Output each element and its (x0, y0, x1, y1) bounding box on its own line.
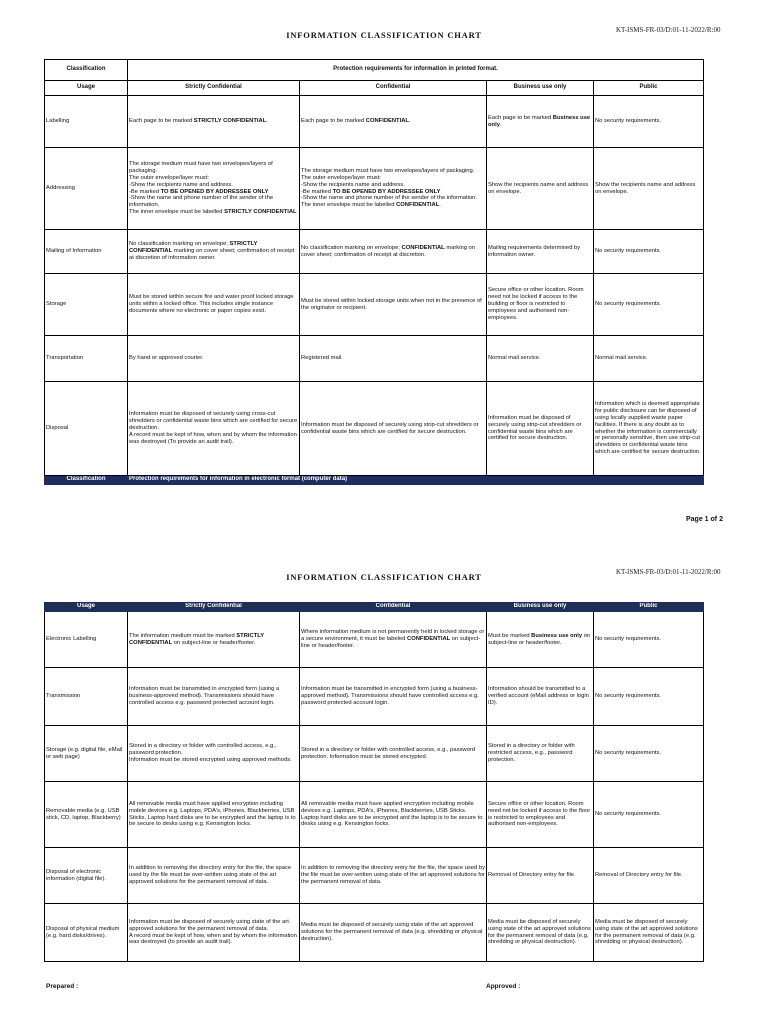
strictly-confidential-cell (128, 96, 300, 148)
public-cell (594, 612, 704, 668)
table-row (45, 382, 704, 476)
strictly-confidential-cell (128, 148, 300, 230)
cell-text: . (439, 202, 441, 209)
cell-text: Information must be disposed of securely using strip-cut shredders or confidential waste bins which are certified for secure destruction. (488, 414, 582, 442)
cell-text: Registered mail. (301, 355, 343, 362)
strictly-confidential-cell (128, 382, 300, 476)
cell-text: Mailing requirements determined by information owner. (488, 244, 581, 258)
cell-text: No security requirements. (595, 248, 662, 255)
public-cell (594, 382, 704, 476)
electronic-format-table (44, 602, 704, 962)
cell-text: No security requirements. (595, 301, 662, 308)
cell-text: No security requirements. (595, 118, 662, 125)
column-header-usage: Usage (45, 81, 128, 96)
business-use-only-cell (487, 336, 594, 382)
business-use-only-cell (487, 274, 594, 336)
page-title: INFORMATION CLASSIFICATION CHART (286, 30, 482, 40)
cell-text: Removal of Directory entry for file. (595, 872, 683, 879)
confidential-cell (300, 782, 487, 848)
cell-text: Information must be disposed of securely using cross-cut shredders or confidential waste bins which are certified for secure destruction. A record must be kept of how, when and by whom the information was destroyed (To provide an audit trail). (129, 411, 298, 445)
cell-text: Secure office or other location. Room need not be locked if access to the floor is restricted to employees and authorised non-employees. (488, 800, 591, 828)
public-cell (594, 148, 704, 230)
business-use-only-cell (487, 382, 594, 476)
cell-text: Information must be transmitted in encrypted form (using a business-approved method). Transmissions should have controlled access e.g. password protected account login. (301, 686, 479, 706)
table-row (45, 782, 704, 848)
cell-text: Must be stored within locked storage units when not in the presence of the originator or recipient. (301, 297, 482, 311)
bold-text: STRICTLY CONFIDENTIAL (193, 118, 267, 125)
cell-text: Show the recipients name and address on envelope. (595, 181, 696, 195)
cell-text: No classification marking on envelope; (301, 244, 402, 251)
cell-text: -Show the name and phone number of the sender of the information. The inner envelope must be labelled (129, 195, 274, 216)
business-use-only-cell (487, 148, 594, 230)
cell-text: Each page to be marked (488, 114, 553, 121)
cell-text: Normal mail service. (595, 355, 648, 362)
strictly-confidential-cell (128, 612, 300, 668)
bold-text: STRICTLY CONFIDENTIAL (129, 241, 258, 255)
usage-cell: Mailing of Information (45, 230, 128, 274)
business-use-only-cell (487, 668, 594, 726)
confidential-cell (300, 848, 487, 904)
cell-text: No security requirements. (595, 750, 662, 757)
approved-by-label: Approved : (486, 983, 521, 990)
cell-text: No security requirements. (595, 693, 662, 700)
public-cell (594, 904, 704, 962)
usage-cell: Transportation (45, 336, 128, 382)
public-cell (594, 230, 704, 274)
usage-cell: Electronic Labelling (45, 612, 128, 668)
confidential-cell (300, 382, 487, 476)
bold-text: TO BE OPENED BY ADDRESSEE ONLY (160, 188, 269, 195)
cell-text: In addition to removing the directory entry for the file, the space used by the file must be over-written using state of the art approved solutions for the permanent removal of data. (301, 865, 485, 885)
public-cell (594, 668, 704, 726)
cell-text: Normal mail service. (488, 355, 541, 362)
strictly-confidential-cell (128, 336, 300, 382)
bold-text: STRICTLY CONFIDENTIAL (129, 632, 264, 646)
cell-text: Media must be disposed of securely using state of the art approved solutions for the permanent removal of data (e.g. shredding or physical destruction). (595, 918, 698, 946)
confidential-cell (300, 96, 487, 148)
cell-text: on subject-line or header/footer. (301, 636, 481, 649)
classification-header: Classification (45, 60, 128, 81)
page-number: Page 1 of 2 (686, 516, 723, 523)
confidential-cell (300, 904, 487, 962)
business-use-only-cell (487, 904, 594, 962)
strictly-confidential-cell (128, 230, 300, 274)
business-use-only-cell (487, 96, 594, 148)
table-row (45, 230, 704, 274)
page-title: INFORMATION CLASSIFICATION CHART (286, 572, 482, 582)
cell-text: The storage medium must have two envelopes/layers of packaging. The outer envelope/layer must: -Show the recipients name and address. -Be marked (301, 167, 475, 195)
confidential-cell (300, 336, 487, 382)
table-row (45, 148, 704, 230)
table-row (45, 668, 704, 726)
usage-cell: Removable media (e.g. USB stick, CD, laptop, Blackberry) (45, 782, 128, 848)
cell-text: on subject-line or header/footer. (488, 632, 591, 646)
printed-requirements-header: Protection requirements for information in printed format. (128, 60, 704, 81)
column-header-confidential: Confidential (300, 81, 487, 96)
document-reference: KT-ISMS-FR-03/D:01-11-2022/R:00 (616, 568, 721, 576)
cell-text: . (266, 118, 268, 125)
bold-text: TO BE OPENED BY ADDRESSEE ONLY (332, 188, 441, 195)
cell-text: By hand or approved courier. (129, 355, 204, 362)
column-header-strictly-confidential: Strictly Confidential (128, 81, 300, 96)
cell-text: No classification marking on envelope; (129, 241, 230, 248)
business-use-only-cell (487, 782, 594, 848)
cell-text: on subject-line or header/footer. (172, 639, 256, 646)
column-header-business-use-only: Business use only (487, 603, 594, 612)
confidential-cell (300, 230, 487, 274)
public-cell (594, 782, 704, 848)
usage-cell: Disposal (45, 382, 128, 476)
cell-text: All removable media must have applied encryption including mobile devices e.g. Laptops, PDA's, iPhones, Blackberries, USB Sticks. Laptop hard disks are to be encrypted and the laptop is to be secure to desks using e.g. Kensington locks. (129, 800, 296, 828)
cell-text: Stored in a directory or folder with controlled access, e.g., password protection. Information must be stored encrypted using approved methods. (129, 743, 292, 763)
confidential-cell (300, 726, 487, 782)
prepared-by-label: Prepared : (46, 983, 79, 990)
bold-text: Business use only (531, 632, 583, 639)
column-header-public: Public (594, 81, 704, 96)
cell-text: All removable media must have applied encryption including mobile devices e.g. Laptops, PDA's, iPhones, Blackberries, USB Sticks. Laptop hard disks are to be encrypted and the laptop is to be secure to desks using e.g. Kensington locks. (301, 800, 483, 828)
public-cell (594, 96, 704, 148)
usage-cell: Disposal of physical medium (e.g. hard disks/drives). (45, 904, 128, 962)
column-header-strictly-confidential: Strictly Confidential (128, 603, 300, 612)
cell-text: No security requirements. (595, 811, 662, 818)
column-header-usage: Usage (45, 603, 128, 612)
confidential-cell (300, 668, 487, 726)
electronic-classification-header: Classification (45, 476, 128, 485)
cell-text: Information should be transmitted to a verified account (eMail address or login ID). (488, 686, 589, 706)
bold-text: STRICTLY CONFIDENTIAL (224, 209, 297, 216)
cell-text: Information must be disposed of securely using state of the art approved solutions for the permanent removal of data. A record must be kept of how, when and by whom the information was destroyed (to provide an audit trail). (129, 918, 297, 946)
usage-cell: Disposal of electronic information (digital file). (45, 848, 128, 904)
strictly-confidential-cell (128, 782, 300, 848)
public-cell (594, 848, 704, 904)
table-row (45, 274, 704, 336)
business-use-only-cell (487, 612, 594, 668)
cell-text: Each page to be marked (301, 118, 366, 125)
printed-format-table (44, 59, 704, 485)
column-header-confidential: Confidential (300, 603, 487, 612)
strictly-confidential-cell (128, 274, 300, 336)
table-row (45, 96, 704, 148)
cell-text: The storage medium must have two envelopes/layers of packaging. The outer envelope/layer must: -Show the recipients name and address. -Be marked (129, 160, 273, 195)
document-reference: KT-ISMS-FR-03/D:01-11-2022/R:00 (616, 26, 721, 34)
usage-cell: Labelling (45, 96, 128, 148)
cell-text: Must be stored within secure fire and water proof locked storage units within a locked office. This includes single instance documents where no electronic or paper copies exist. (129, 294, 294, 314)
cell-text: Information must be transmitted in encrypted form (using a business-approved method). Transmissions should have controlled access e.g. password protected account login. (129, 686, 280, 706)
bold-text: CONFIDENTIAL (407, 636, 451, 643)
strictly-confidential-cell (128, 904, 300, 962)
cell-text: Secure office or other location. Room need not be locked if access to the building or floor is restricted to employees and authorised non-employees. (488, 287, 584, 321)
table-row (45, 726, 704, 782)
usage-cell: Transmission (45, 668, 128, 726)
business-use-only-cell (487, 848, 594, 904)
cell-text: Stored in a directory or folder with restricted access, e.g., password protection. (488, 743, 575, 763)
column-header-public: Public (594, 603, 704, 612)
cell-text: Information must be disposed of securely using strip-cut shredders or confidential waste bins which are certified for secure destruction. (301, 421, 479, 435)
usage-cell: Addressing (45, 148, 128, 230)
confidential-cell (300, 148, 487, 230)
bold-text: CONFIDENTIAL (401, 244, 445, 251)
strictly-confidential-cell (128, 668, 300, 726)
strictly-confidential-cell (128, 726, 300, 782)
confidential-cell (300, 612, 487, 668)
electronic-requirements-header: Protection requirements for information in electronic format (computer data) (128, 476, 704, 485)
cell-text: . (408, 118, 411, 125)
cell-text: Information which is deemed appropriate for public disclosure can be disposed of using locally supplied waste paper facilities. If there is any doubt as to whether the information is commercially or personally sensitive, then use strip-cut shredders or confidential waste bins which are certified for secure destruction. (595, 400, 701, 456)
public-cell (594, 336, 704, 382)
column-header-business-use-only: Business use only (487, 81, 594, 96)
table-row (45, 848, 704, 904)
table-row (45, 612, 704, 668)
table-row (45, 336, 704, 382)
cell-text: Must be marked (488, 632, 532, 639)
usage-cell: Storage (45, 274, 128, 336)
business-use-only-cell (487, 230, 594, 274)
public-cell (594, 274, 704, 336)
table-row (45, 904, 704, 962)
usage-cell: Storage (e.g. digital file, eMail or web page) (45, 726, 128, 782)
cell-text: Media must be disposed of securely using state of the art approved solutions for the permanent removal of data (e.g. shredding or physical destruction). (301, 922, 483, 942)
cell-text: marking on cover sheet; confirmation of receipt at discretion. (301, 244, 475, 258)
cell-text: . (499, 121, 502, 128)
cell-text: Media must be disposed of securely using state of the art approved solutions for the permanent removal of data (e.g. shredding or physical destruction). (488, 918, 591, 946)
cell-text: Show the recipients name and address on envelope. (488, 181, 589, 195)
confidential-cell (300, 274, 487, 336)
cell-text: In addition to removing the directory entry for the file, the space used by the file must be over-written using state of the art approved solutions for the permanent removal of data. (129, 865, 292, 885)
cell-text: Removal of Directory entry for file. (488, 872, 576, 879)
cell-text: No security requirements. (595, 636, 662, 643)
business-use-only-cell (487, 726, 594, 782)
cell-text: -Show the name and phone number of the sender of the information. The inner envelope must be labelled (301, 195, 477, 209)
bold-text: Business use only (488, 114, 591, 128)
cell-text: Each page to be marked (129, 118, 194, 125)
bold-text: CONFIDENTIAL (365, 118, 409, 125)
public-cell (594, 726, 704, 782)
cell-text: Stored in a directory or folder with controlled access, e.g., password protection. Information must be stored encrypted. (301, 746, 475, 760)
bold-text: CONFIDENTIAL (396, 202, 440, 209)
cell-text: Where information medium is not permanently held in locked storage or a secure environment, it must be labeled (301, 629, 485, 643)
cell-text: marking on cover sheet; confirmation of receipt at discretion of information owner. (129, 248, 295, 261)
cell-text: The information medium must be marked (129, 632, 237, 639)
strictly-confidential-cell (128, 848, 300, 904)
